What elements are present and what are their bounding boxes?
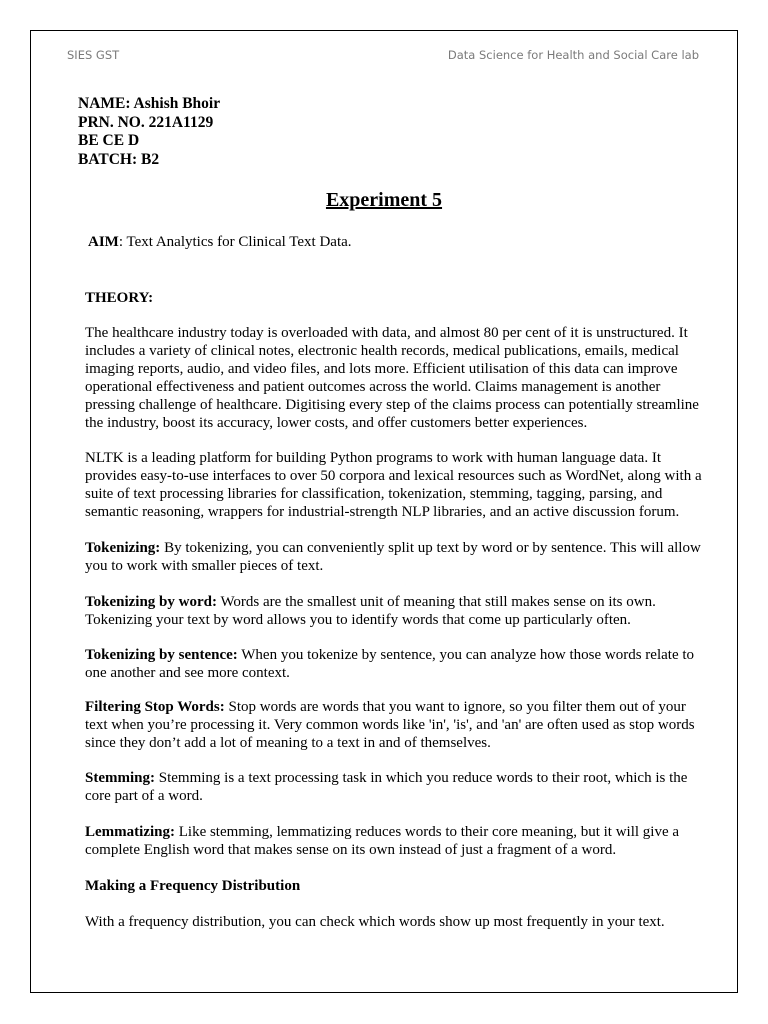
term-text: Stemming is a text processing task in which you reduce words to their root, which is the core part of a word.	[85, 770, 688, 804]
term-lemmatizing	[85, 823, 703, 859]
paragraph-healthcare	[85, 324, 703, 432]
term-label: Stemming:	[85, 770, 155, 786]
term-text: By tokenizing, you can conveniently split up text by word or by sentence. This will allow you to work with smaller pieces of text.	[85, 540, 701, 574]
theory-heading: THEORY:	[85, 290, 154, 306]
aim-label: AIM	[88, 234, 119, 250]
student-class: BE CE D	[78, 132, 140, 149]
student-name: NAME: Ashish Bhoir	[78, 95, 221, 112]
term-tokenizing-by-sentence	[85, 646, 703, 682]
term-tokenizing	[85, 539, 703, 575]
term-label: Filtering Stop Words:	[85, 699, 225, 715]
header-left-text: SIES GST	[67, 48, 120, 62]
experiment-title: Experiment 5	[325, 189, 443, 211]
term-text: Like stemming, lemmatizing reduces words to their core meaning, but it will give a complete English word that makes sense on its own instead of just a fragment of a word.	[85, 824, 680, 858]
aim-line	[88, 234, 352, 251]
paragraph-nltk	[85, 449, 703, 521]
header-right-text: Data Science for Health and Social Care lab	[447, 48, 699, 62]
aim-text: : Text Analytics for Clinical Text Data.	[118, 234, 352, 250]
term-stemming	[85, 769, 703, 805]
frequency-heading: Making a Frequency Distribution	[85, 878, 301, 894]
student-batch: BATCH: B2	[78, 150, 160, 168]
paragraph-text: NLTK is a leading platform for building Python programs to work with human language data. It provides easy-to-use interfaces to over 50 corpora and lexical resources such as WordNet, along with a suite of text processing libraries for classification, tokenization, stemming, tagging, parsing, and semantic reasoning, wrappers for industrial-strength NLP libraries, and an active discussion forum.	[85, 450, 702, 520]
term-label: Lemmatizing:	[85, 824, 175, 840]
frequency-text: With a frequency distribution, you can check which words show up most frequently in your text.	[85, 914, 665, 930]
term-text: When you tokenize by sentence, you can analyze how those words relate to one another and see more context.	[85, 647, 695, 681]
student-info	[78, 95, 220, 169]
term-label: Tokenizing by sentence:	[85, 647, 238, 663]
term-text: Words are the smallest unit of meaning that still makes sense on its own. Tokenizing your text by word allows you to identify words that come up particularly often.	[85, 594, 656, 628]
paragraph-text: The healthcare industry today is overloaded with data, and almost 80 per cent of it is unstructured. It includes a variety of clinical notes, electronic health records, medical publications, emails, medical imaging reports, audio, and video files, and lots more. Efficient utilisation of this data can improve operational effectiveness and patient outcomes across the world. Claims management is another pressing challenge of healthcare. Digitising every step of the claims process can potentially streamline the industry, boost its accuracy, lower costs, and offer customers better experiences.	[85, 325, 699, 431]
term-tokenizing-by-word	[85, 593, 703, 629]
term-label: Tokenizing by word:	[85, 594, 217, 610]
term-label: Tokenizing:	[85, 540, 161, 556]
term-text: Stop words are words that you want to ignore, so you filter them out of your text when you’re processing it. Very common words like 'in', 'is', and 'an' are often used as stop words since they don’t add a lot of meaning to a text in and of themselves.	[85, 699, 695, 751]
student-prn: PRN. NO. 221A1129	[78, 113, 214, 131]
term-filtering-stop-words	[85, 698, 703, 752]
